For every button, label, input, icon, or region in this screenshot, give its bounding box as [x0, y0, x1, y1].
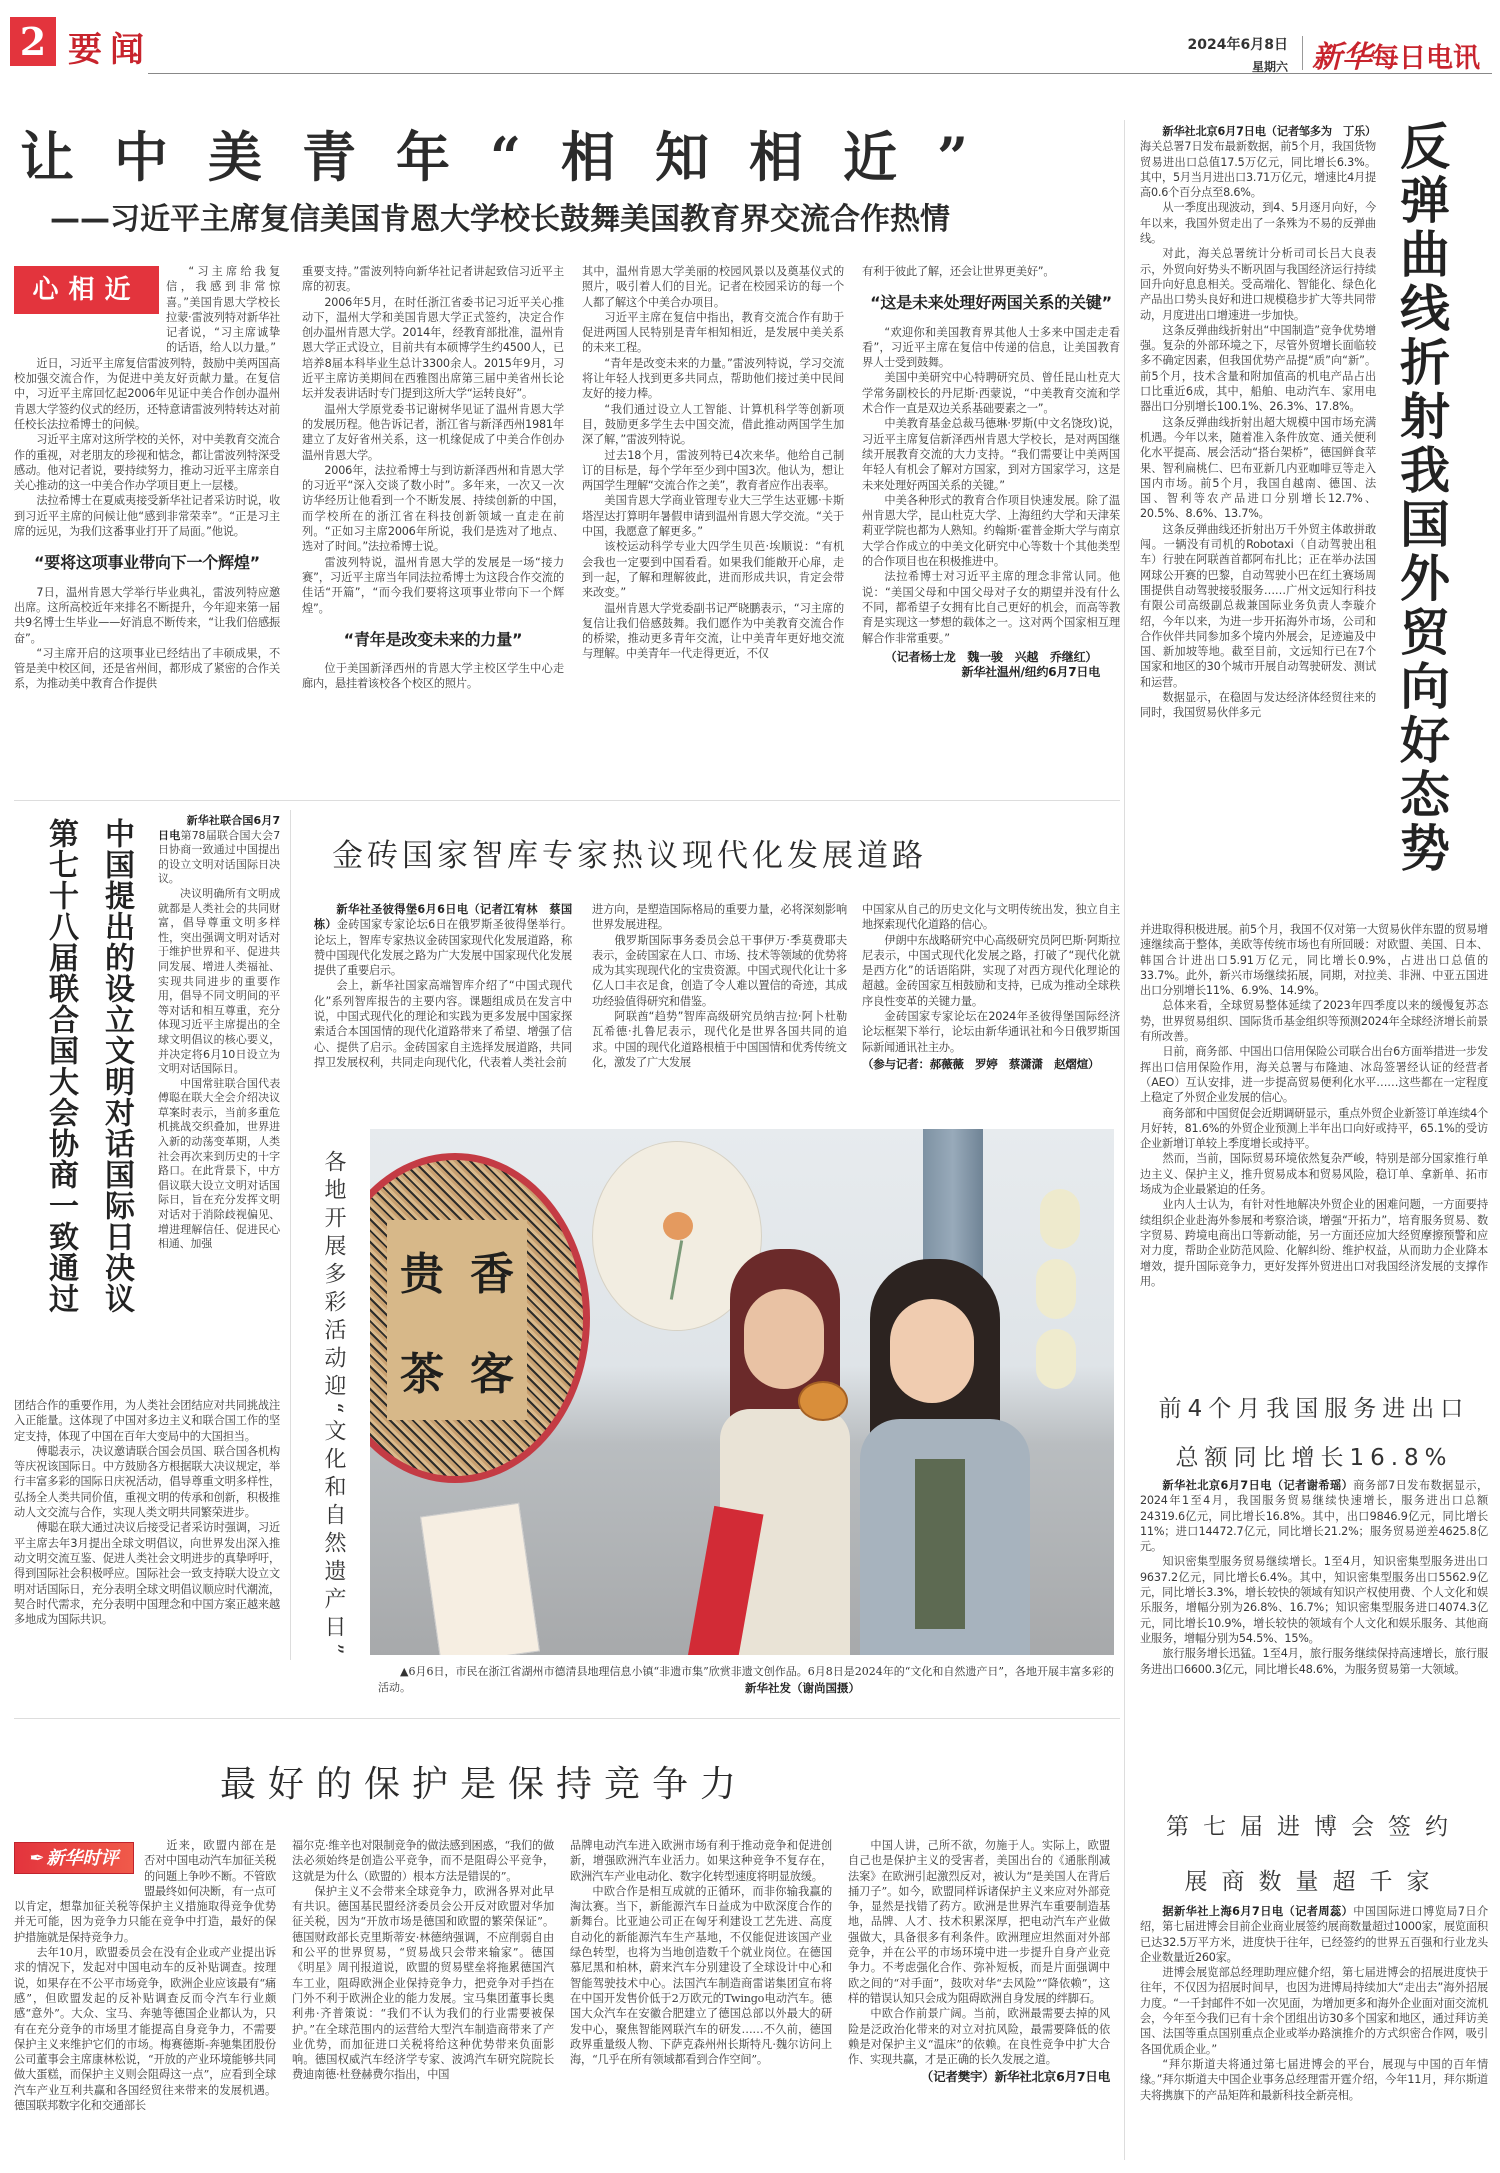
paragraph: “欢迎你和美国教育界其他人士多来中国走走看看”，习近平主席在复信中传递的信息，让美国教育界人士受到鼓舞。: [862, 325, 1120, 370]
commentary-headline: 最好的保护是保持竞争力: [220, 1764, 749, 1805]
page-number-badge: 2: [10, 17, 56, 66]
paragraph: 习近平主席在复信中指出，教育交流合作有助于促进两国人民特别是青年相知相近，是发展中美关系的未来工程。: [582, 310, 844, 355]
paragraph: “青年是改变未来的力量。”雷波列特说，学习交流将让年轻人找到更多共同点，帮助他们接过美中民间友好的接力棒。: [582, 356, 844, 401]
paragraph: “习主席开启的这项事业已经结出了丰硕成果，不管是美中校区间，还是省州间，都形成了紧密的合作关系，为推动美中教育合作提供: [14, 646, 280, 691]
pen-icon: ✒: [29, 1848, 45, 1869]
brics-headline: 金砖国家智库专家热议现代化发展道路: [332, 838, 927, 874]
brics-lead: 新华社圣彼得堡6月6日电（记者江宥林 蔡国栋）: [314, 903, 572, 932]
paragraph: 美国肯恩大学商业管理专业大三学生达亚娜·卡斯塔涅达打算明年暑假申请到温州肯恩大学交流。“关于中国，我愿意了解更多。”: [582, 494, 844, 539]
paragraph: 美国中美研究中心特聘研究员、曾任昆山杜克大学常务副校长的丹尼斯·西蒙说，“中美教育交流和学术合作一直是双边关系基础要素之一”。: [862, 371, 1120, 416]
paragraph: 团结合作的重要作用，为人类社会团结应对共同挑战注入正能量。这体现了中国对多边主义和联合国工作的坚定支持，体现了中国在百年大变局中的大国担当。: [14, 1399, 280, 1443]
paragraph: 中欧合作是相互成就的正循环，而非你输我赢的淘汰赛。当下，新能源汽车日益成为中欧深度合作的新舞台。比亚迪公司正在匈牙利建设工艺先进、高度自动化的新能源汽车生产基地，不仅能促进该国产业绿色转型，也将为当地创造数千个就业岗位。在德国慕尼黑和柏林，蔚来汽车分别建设了全球设计中心和智能驾驶技术中心。法国汽车制造商雷诺集团宣布将在中国开发售价低于2万欧元的Twingo电动汽车。德国大众汽车在安徽合肥建立了德国总部以外最大的研发中心，聚焦智能网联汽车的研发……不久前，德国政界重量级人物、下萨克森州州长斯特凡·魏尔访问上海，“几乎在所有领域都看到合作空间”。: [570, 1884, 832, 2067]
photo-credit: 新华社发（谢尚国摄）: [745, 1681, 860, 1695]
paragraph: 有利于彼此了解，还会让世界更美好”。: [862, 265, 1055, 278]
byline: （记者杨士龙 魏一骏 兴越 乔继红）: [884, 649, 1098, 664]
paragraph: 阿联酋“趋势”智库高级研究员纳吉拉·阿卜杜勒瓦希德·扎鲁尼表示，现代化是世界各国共同的追求。中国的现代化道路根植于中国国情和优秀传统文化，激发了广大发展: [592, 1010, 847, 1069]
paragraph: 保护主义不会带来全球竞争力，欧洲各界对此早有共识。德国基民盟经济委员会公开反对欧盟对华加征关税，因为“开放市场是德国和欧盟的繁荣保证”。德国财政部长克里斯蒂安·林德纳强调，不应削弱自由和公平的世界贸易，“贸易战只会带来输家”。德国《明星》周刊报道说，欧盟的贸易壁垒将拖累德国汽车工业，阻碍欧洲企业保持竞争力，把竞争对手挡在门外不利于欧洲企业的能力发展。宝马集团董事长奥利弗·齐普策说：“我们不认为我们的行业需要被保护。”在全球范围内的运营给大型汽车制造商带来了产业优势，而加征进口关税将给这种优势带来负面影响。德国权威汽车经济学专家、波鸿汽车研究院院长费迪南德·杜登赫费尔指出，中国: [292, 1884, 554, 2082]
paragraph: 2006年5月，在时任浙江省委书记习近平关心推动下，温州大学和美国肯恩大学正式签约，决定合作创办温州肯恩大学。2014年，经教育部批准，温州肯恩大学正式设立，目前共有本硕博学生约4500人，已培养8届本科毕业生总计3300余人。2015年9月，习近平主席访美期间在西雅图出席第三届中美省州长论坛并发表讲话时专门提到这所大学“运转良好”。: [302, 295, 564, 401]
un-body-narrow: [158, 814, 280, 1252]
services-headline: [1140, 1390, 1488, 1472]
un-body-wide: [14, 1398, 280, 1627]
paragraph: 福尔克·维辛也对限制竞争的做法感到困惑，“我们的做法必须始终是创造公平竞争，而不是阻碍公平竞争，这就是为什么（欧盟的）根本方法是错误的”。: [292, 1839, 554, 1883]
paragraph: 旅行服务增长迅猛。1至4月，旅行服务继续保持高速增长，旅行服务进出口6600.3亿元，同比增长48.6%，为服务贸易第一大领域。: [1140, 1647, 1488, 1676]
photo-woven-basket: [370, 1153, 590, 1483]
paragraph: 决议明确所有文明成就都是人类社会的共同财富，倡导尊重文明多样性，突出强调文明对话对于维护世界和平、促进共同发展、增进人类福祉、实现共同进步的重要作用，倡导不同文明间的平等对话和相互尊重，充分体现习近平主席提出的全球文明倡议的核心要义，并决定将6月10日设立为文明对话国际日。: [158, 886, 280, 1076]
paragraph: 金砖国家专家论坛在2024年圣彼得堡国际经济论坛框架下举行，论坛由新华通讯社和今日俄罗斯国际新闻通讯社主办。: [862, 1010, 1120, 1054]
paper-logo-name: 每日电讯: [1372, 43, 1480, 74]
lead-subheadline: ——习近平主席复信美国肯恩大学校长鼓舞美国教育界交流合作热情: [50, 202, 950, 237]
paragraph: 总体来看，全球贸易整体延续了2023年四季度以来的缓慢复苏态势，世界贸易组织、国际货币基金组织等预测2024年全球经济增长前景有所改善。: [1140, 999, 1488, 1044]
paper-logo-script: 新华: [1312, 40, 1372, 75]
paragraph: 该校运动科学专业大四学生贝芭·埃顺说：“有机会我也一定要到中国看看。如果我们能敞开心扉，走到一起，了解和理解彼此，进而形成共识，肯定会带来改变。”: [582, 540, 844, 600]
services-body: [1140, 1478, 1488, 1677]
paragraph: 知识密集型服务贸易继续增长。1至4月，知识密集型服务进出口9637.2亿元，同比增长6.4%。其中，知识密集型服务出口5562.9亿元，同比增长3.3%，增长较快的领域有知识产权使用费、个人文化和娱乐服务，增幅分别为26.8%、16.7%；知识密集型服务进口4074.3亿元，同比增长10.9%，增长较快的领域有个人文化和娱乐服务、其他商业服务，增幅分别为54.5%、15%。: [1140, 1555, 1488, 1645]
paragraph: 习近平主席对这所学校的关怀，对中美教育交流合作的重视，对老朋友的珍视和惦念，都让雷波列特深受感动。他对记者说，要持续努力，推动习近平主席亲自关心推动的这一中美合作办学项目更上一层楼。: [14, 433, 280, 493]
paragraph: 并进取得积极进展。前5个月，我国不仅对第一大贸易伙伴东盟的贸易增速继续高于整体，美欧等传统市场也有所回暖：对欧盟、美国、日本、韩国合计进出口5.91万亿元，同比增长0.9%，占进出口总值的33.7%。此外，新兴市场继续拓展，同期，对拉美、非洲、中亚五国进出口分别增长11%、6.9%、14.9%。: [1140, 923, 1488, 998]
lead-headline: 让中美青年“相知相近”: [20, 125, 1009, 189]
paragraph: 新华社北京6月7日电（记者谢希瑶）商务部7日发布数据显示，2024年1至4月，我国服务贸易继续快速增长，服务进出口总额24319.6亿元，同比增长16.8%。其中，出口9846.9亿元，同比增长11%；进口14472.7亿元，同比增长21.2%；服务贸易逆差4625.8亿元。: [1140, 1479, 1489, 1554]
paragraph: 近日，习近平主席复信雷波列特，鼓励中美两国高校加强交流合作，为促进中美友好贡献力量。在复信中，习近平主席回忆起2006年见证中美合作创办温州肯恩大学签约仪式的经历，还特意请雷波列特转达对前任校长法拉希博士的问候。: [14, 356, 280, 431]
paragraph: 中欧合作前景广阔。当前，欧洲最需要去掉的风险是泛政治化带来的对立对抗风险，最需要降低的依赖是对保护主义“温床”的依赖。在良性竞争中扩大合作、实现共赢，才是正确的长久发展之道。: [848, 2007, 1110, 2067]
subhead: “这是未来处理好两国关系的关键”: [870, 293, 1112, 313]
paragraph: “习主席给我复信，我感到非常惊喜。”美国肯恩大学校长拉蒙·雷波列特对新华社记者说，“习主席诚挚的话语，给人以力量。”: [166, 265, 280, 355]
paragraph: 这条反弹曲线还折射出万千外贸主体敢拼敢闯。一辆没有司机的Robotaxi（自动驾驶出租车）行驶在阿联酋首都阿布扎比；正在举办法国网球公开赛的巴黎，自动驾驶小巴在红土赛场周围提供自动驾驶接驳服务……广州文远知行科技有限公司高级副总裁兼国际业务负责人李璇介绍，今年以来，为进一步开拓海外市场，公司和合作伙伴共同参加多个境内外展会，足迹遍及中国、新加坡等地。截至目前，文远知行已在7个国家和地区的30个城市开展自动驾驶研发、测试和运营。: [1140, 522, 1376, 689]
ciie-headline-line2: 展商数量超千家: [1184, 1869, 1444, 1895]
un-lead: 新华社联合国6月7日电: [158, 814, 280, 842]
paragraph: 傅聪表示，决议邀请联合国会员国、联合国各机构等庆祝该国际日。中方鼓励各方根据联大决议规定，举行丰富多彩的国际日庆祝活动，倡导尊重文明多样性，弘扬全人类共同价值，重视文明的传承和创新，积极推动人文交流与合作，实现人类文明共同繁荣进步。: [14, 1444, 280, 1520]
photo-sign-card: [420, 1503, 540, 1655]
services-headline-line1: 前4个月我国服务进出口: [1158, 1396, 1470, 1422]
paragraph: 会上，新华社国家高端智库介绍了“中国式现代化”系列智库报告的主要内容。课题组成员在发言中说，中国式现代化的理论和实践为更多发展中国家探索适合本国国情的现代化道路带来了希望、增强了信心、提供了启示。金砖国家自主选择发展道路，共同捍卫发展权利，共同走向现代化，代表着人类社会前: [314, 979, 572, 1069]
paragraph: “我们通过设立人工智能、计算机科学等创新项目，鼓励更多学生去中国交流，借此推动两国学生加深了解，”雷波列特说。: [582, 402, 844, 447]
badge-xin-xiang-jin: 心相近: [14, 266, 159, 314]
paragraph: 过去18个月，雷波列特已4次来华。他给自己制订的目标是，每个学年至少到中国3次。他认为，想让两国学生理解“交流合作之美”，教育者应作出表率。: [582, 448, 844, 493]
paragraph: 对此，海关总署统计分析司司长吕大良表示，外贸向好势头不断巩固与我国经济运行持续回升向好息息相关。受高端化、智能化、绿色化产品出口势头良好和进口规模稳步扩大等共同带动，月度进出口增速进一步加快。: [1140, 247, 1376, 322]
paragraph: 品牌电动汽车进入欧洲市场有利于推动竞争和促进创新，增强欧洲汽车业活力。如果这种竞争不复存在，欧洲汽车产业电动化、数字化转型速度将明显放缓。: [570, 1839, 832, 1883]
brics-col2: [592, 902, 847, 1070]
brics-col1: [314, 902, 572, 1070]
commentary-col2: [292, 1838, 554, 2083]
un-headline-col1: 第七十八届联合国大会协商一致通过: [43, 818, 78, 1314]
trade-body-narrow: [1140, 124, 1376, 721]
subhead: “青年是改变未来的力量”: [343, 629, 523, 649]
paragraph: 近来，欧盟内部在是否对中国电动汽车加征关税的问题上争吵不断。不管欧盟最终如何决断，有一点可以肯定，想靠加征关税等保护主义措施取得竞争优势并无可能，因为竞争力只能在竞争中打造，最好的保护措施就是保持竞争力。: [14, 1839, 276, 1944]
photo-teapot-craft: [798, 1381, 848, 1421]
paragraph: 温州肯恩大学党委副书记严晓鹏表示，“习主席的复信让我们倍感鼓舞。我们愿作为中美教育交流合作的桥梁，推动更多青年交流，让中美青年更好地交流与理解。中美青年一代走得更近，不仅: [582, 601, 844, 661]
trade-lead: 新华社北京6月7日电（记者邹多为 丁乐）: [1162, 125, 1376, 138]
paragraph: 业内人士认为，有针对性地解决外贸企业的困难问题，一方面要持续组织企业赴海外参展和考察洽谈，增强“开拓力”，培育服务贸易、数字贸易、跨境电商出口等新动能，另一方面还应加大经贸摩擦预警和应对力度，帮助企业防范风险、化解纠纷、维护权益，从而助力企业降本增效，提升国际竞争力，更好发挥外贸进出口对我国经济发展的支撑作用。: [1140, 1198, 1488, 1288]
lead-col1: [14, 264, 280, 692]
paragraph: 中美教育基金总裁马德琳·罗斯(中文名饶玫)说，习近平主席复信新泽西州肯恩大学校长，是对两国继续开展教育交流的大力支持。“我们需要让中美两国年轻人有机会了解对方国家，到对方国家学习，这是未来处理好两国关系的关键。”: [862, 417, 1120, 492]
lead-col2: [302, 264, 564, 692]
paragraph: 俄罗斯国际事务委员会总干事伊万·季莫费耶夫表示，金砖国家在人口、市场、技术等领域的优势将成为其实现现代化的宝贵资源。中国式现代化让十多亿人口丰衣足食，创造了令人难以置信的奇迹，其成功经验值得研究和借鉴。: [592, 933, 847, 1008]
paragraph: 去年10月，欧盟委员会在没有企业或产业提出诉求的情况下，发起对中国电动车的反补贴调查。按理说，如果存在不公平市场竞争，欧洲企业应该最有“痛感”，但欧盟发起的反补贴调查反而令汽车行业颇感“意外”。大众、宝马、奔驰等德国企业都认为，只有在充分竞争的市场里才能提高自身竞争力，不需要保护主义来维护它们的市场。梅赛德斯-奔驰集团股份公司董事会主席康林松说，“开放的产业环境能够共同做大蛋糕，而保护主义则会阻碍这一点”，应看到全球汽车产业互利共赢和各国经贸往来带来的发展机遇。德国联邦数字化和交通部长: [14, 1946, 276, 2113]
paragraph: 数据显示，在稳固与发达经济体经贸往来的同时，我国贸易伙伴多元: [1140, 690, 1376, 720]
ciie-headline: [1140, 1808, 1488, 1896]
paragraph: 其中，温州肯恩大学美丽的校园风景以及奠基仪式的照片，吸引着人们的目光。记者在校园采访的每一个人都了解这个中美合办项目。: [582, 265, 844, 309]
paragraph: 据新华社上海6月7日电（记者周蕊）中国国际进口博览局7日介绍，第七届进博会目前企业商业展签约展商数量超过1000家，展览面积已达32.5万平方米，进度快于往年，已经签约的世界五百强和行业龙头企业数量近260家。: [1140, 1905, 1489, 1964]
paragraph: 新华社圣彼得堡6月6日电（记者江宥林 蔡国栋）金砖国家专家论坛6日在俄罗斯圣彼得堡举行。论坛上，智库专家热议金砖国家现代化发展道路，称赞中国现代化发展之路为广大发展中国家现代化发展提供了重要启示。: [314, 903, 572, 978]
dateline: （记者樊宇）新华社北京6月7日电: [920, 2069, 1110, 2085]
paragraph: 傅聪在联大通过决议后接受记者采访时强调，习近平主席去年3月提出全球文明倡议，向世界发出深入推动文明交流互鉴、促进人类社会文明进步的真挚呼吁，得到国际社会积极呼应。国际社会一致支持联大设立文明对话国际日，充分表明全球文明倡议顺应时代潮流，契合时代需求，充分表明中国理念和中国方案正越来越多地成为国际共识。: [14, 1521, 280, 1627]
commentary-col4: [848, 1838, 1110, 2085]
news-photo: [370, 1129, 1114, 1655]
un-headline-col2: 中国提出的设立文明对话国际日决议: [99, 818, 134, 1314]
paragraph: 商务部和中国贸促会近期调研显示，重点外贸企业新签订单连续4个月好转，81.6%的外贸企业预测上半年出口向好或持平，65.1%的受访企业新增订单较上季度增长或持平。: [1140, 1106, 1488, 1151]
commentary-col3: [570, 1838, 832, 2067]
lead-col4: [862, 264, 1120, 680]
paragraph: 中美各种形式的教育合作项目快速发展。除了温州肯恩大学，昆山杜克大学、上海纽约大学和天津茱莉亚学院也都为人熟知。约翰斯·霍普金斯大学与南京大学合作成立的中美文化研究中心等数十个其他类型的合作项目也在积极推进中。: [862, 493, 1120, 569]
paragraph: 中国人讲，己所不欲，勿施于人。实际上，欧盟自己也是保护主义的受害者，美国出台的《通胀削减法案》在欧洲引起激烈反对，被认为“是美国人在背后捅刀子”。如今，欧盟同样诉诸保护主义来应对外部竞争，显然是找错了药方。欧洲是世界汽车重要制造基地，品牌、人才、技术积累深厚，把电动汽车产业做强做大，具备很多有利条件。欧洲理应坦然面对外部竞争，并在公平的市场环境中进一步提升自身产业竞争力。不考虑强化合作、弥补短板，而是片面强调中欧之间的“对手面”，鼓吹对华“去风险”“降依赖”，这样的错误认知只会成为阻碍欧洲自身发展的绊脚石。: [848, 1839, 1110, 2005]
basket-char: 贵: [400, 1249, 444, 1300]
lead-col3: [582, 264, 844, 662]
paragraph: 法拉希博士对习近平主席的理念非常认同。他说：“美国父母和中国父母对子女的期望并没有什么不同，都希望子女拥有比自己更好的机会，而高等教育是实现这一梦想的载体之一。这对两个国家相互理解合作非常重要。”: [862, 570, 1120, 645]
paragraph: 位于美国新泽西州的肯恩大学主校区学生中心走廊内，悬挂着该校各个校区的照片。: [302, 662, 564, 691]
paragraph: 新华社联合国6月7日电第78届联合国大会7日协商一致通过中国提出的设立文明对话国际日决议。: [158, 814, 280, 886]
section-title: 要闻: [68, 30, 152, 70]
trade-body-wide: [1140, 922, 1488, 1289]
paragraph: 法拉希博士在夏威夷接受新华社记者采访时说，收到习近平主席的问候让他“感到非常荣幸”。“正是习主席的远见，为我们这番事业打开了局面。”他说。: [14, 494, 280, 539]
basket-char: 香: [470, 1249, 514, 1300]
paragraph: 这条反弹曲线折射出超大规模中国市场充满机遇。今年以来，随着准入条件放宽、通关便利化水平提高、展会活动“搭台架桥”，德国鲜食苹果、智利扁桃仁、巴布亚新几内亚咖啡豆等走入国内市场。前5个月，我国自越南、德国、法国、智利等农产品进口分别增长12.7%、20.5%、8.6%、13.7%。: [1140, 415, 1376, 521]
paragraph: 从一季度出现波动，到4、5月逐月向好，今年以来，我国外贸走出了一条殊为不易的反弹曲线。: [1140, 201, 1376, 246]
dateline: 新华社温州/纽约6月7日电: [961, 665, 1100, 680]
paragraph: 2006年，法拉希博士与到访新泽西州和肯恩大学的习近平“深入交谈了数小时”。多年来，一次又一次访华经历让他看到一个不断发展、持续创新的中国，而学校所在的浙江省在科技创新领域一直走在前列。“正如习主席2006年所说，我们是选对了地点、选对了时间。”法拉希博士说。: [302, 463, 564, 554]
masthead: [8, 14, 1492, 78]
ciie-headline-line1: 第七届进博会签约: [1166, 1814, 1462, 1840]
photo-woman-right: [840, 1259, 1040, 1655]
paragraph: 雷波列特说，温州肯恩大学的发展是一场“接力赛”，习近平主席当年同法拉希博士为这段合作交流的佳话“开篇”，“而今我们要将这项事业带向下一个辉煌”。: [302, 555, 564, 615]
paragraph: 日前，商务部、中国出口信用保险公司联合出台6方面举措进一步发挥出口信用保险作用，海关总署与布隆迪、冰岛签署经认证的经营者（AEO）互认安排，进一步提高贸易便利化水平……这些都在一定程度上稳定了外贸企业发展的信心。: [1140, 1045, 1488, 1105]
photo-vertical-title: 各地开展多彩活动迎“文化和自然遗产日”: [321, 1150, 346, 1661]
paper-logo: [1312, 32, 1480, 76]
trade-headline: 反弹曲线折射我国外贸向好态势: [1392, 120, 1451, 876]
issue-date: 2024年6月8日: [1187, 37, 1288, 53]
ciie-body: [1140, 1904, 1488, 2103]
services-lead: 新华社北京6月7日电（记者谢希瑶）: [1162, 1479, 1354, 1492]
issue-weekday: 星期六: [1251, 60, 1288, 74]
paragraph: 中国常驻联合国代表傅聪在联大全会介绍决议草案时表示，当前多重危机挑战交织叠加，世界进入新的动荡变革期，人类社会再次来到历史的十字路口。在此背景下，中方倡议联大设立文明对话国际日，旨在充分发挥文明对话对于消除歧视偏见、增进理解信任、促进民心相通、加强: [158, 1076, 280, 1251]
badge-xinhua-commentary: ✒ 新华时评: [14, 1842, 134, 1874]
paragraph: 进博会展览部总经理助理应健介绍，第七届进博会的招展进度快于往年，不仅因为招展时间早，也因为进博局持续加大“走出去”海外招展力度。“一千封邮件不如一次见面，为增加更多和海外企业面对面交流机会，今年至今我们已有十余个团组出访30多个国家和地区，通过拜访美国、法国等重点国别重点企业或举办路演推介的方式织密合作网，吸引各国优质企业。”: [1140, 1966, 1488, 2056]
commentary-col1: [14, 1838, 276, 2113]
paragraph: 然而，当前，国际贸易环境依然复杂严峻，特别是部分国家推行单边主义、保护主义，推升贸易成本和贸易风险，稳订单、拿新单、拓市场成为企业最紧迫的任务。: [1140, 1152, 1488, 1197]
paragraph: 7日，温州肯恩大学举行毕业典礼，雷波列特应邀出席。这所高校近年来排名不断提升，今年迎来第一届共9名博士生毕业——好消息不断传来，“让我们倍感振奋”。: [14, 585, 280, 645]
paragraph: 伊朗中东战略研究中心高级研究员阿巴斯·阿斯拉尼表示，中国式现代化发展之路，打破了“现代化就是西方化”的话语陷阱，实现了对西方现代化理论的超越。金砖国家互相鼓励和支持，已成为推动全球秩序良性变革的关键力量。: [862, 933, 1120, 1008]
services-headline-line2: 总额同比增长16.8%: [1175, 1445, 1453, 1471]
paragraph: “拜尔斯道夫将通过第七届进博会的平台，展现与中国的百年情缘。”拜尔斯道夫中国企业事务总经理雷开霆介绍，今年11月，拜尔斯道夫将携旗下的产品矩阵和最新科技全新亮相。: [1140, 2057, 1488, 2102]
paragraph: 这条反弹曲线折射出“中国制造”竞争优势增强。复杂的外部环境之下，尽管外贸增长面临较多不确定因素，但我国优势产品提“质”向“新”。前5个月，技术含量和附加值高的机电产品占出口比重近6成，其中，船舶、电动汽车、家用电器出口分别增长100.1%、26.3%、17.8%。: [1140, 323, 1376, 414]
byline: （参与记者：郝薇薇 罗婷 蔡潇潇 赵熠煊）: [862, 1056, 1100, 1071]
subhead: “要将这项事业带向下一个辉煌”: [33, 553, 261, 573]
basket-char: 客: [470, 1349, 514, 1400]
paragraph: 中国家从自己的历史文化与文明传统出发，独立自主地探索现代化道路的信心。: [862, 903, 1120, 932]
paragraph: 重要支持。”雷波列特向新华社记者讲起致信习近平主席的初衷。: [302, 265, 564, 294]
ciie-lead: 据新华社上海6月7日电（记者周蕊）: [1162, 1905, 1354, 1918]
paragraph: 进方向，是塑造国际格局的重要力量，必将深刻影响世界发展进程。: [592, 903, 847, 932]
brics-col3: [862, 902, 1120, 1072]
basket-char: 茶: [400, 1349, 444, 1400]
photo-caption: ▲6月6日，市民在浙江省湖州市德清县地理信息小镇“非遗市集”欣赏非遗文创作品。6月8日是2024年的“文化和自然遗产日”，各地开展丰富多彩的活动。: [378, 1665, 1114, 1694]
paragraph: 温州大学原党委书记谢树华见证了温州肯恩大学的发展历程。他告诉记者，浙江省与新泽西州1981年建立了友好省州关系，这一机缘促成了中美合作创办温州肯恩大学。: [302, 402, 564, 462]
paragraph: 新华社北京6月7日电（记者邹多为 丁乐）海关总署7日发布最新数据，前5个月，我国货物贸易进出口总值17.5万亿元，同比增长6.3%。其中，5月当月进出口3.71万亿元，增速比4月提高0.6个百分点至8.6%。: [1140, 125, 1376, 200]
